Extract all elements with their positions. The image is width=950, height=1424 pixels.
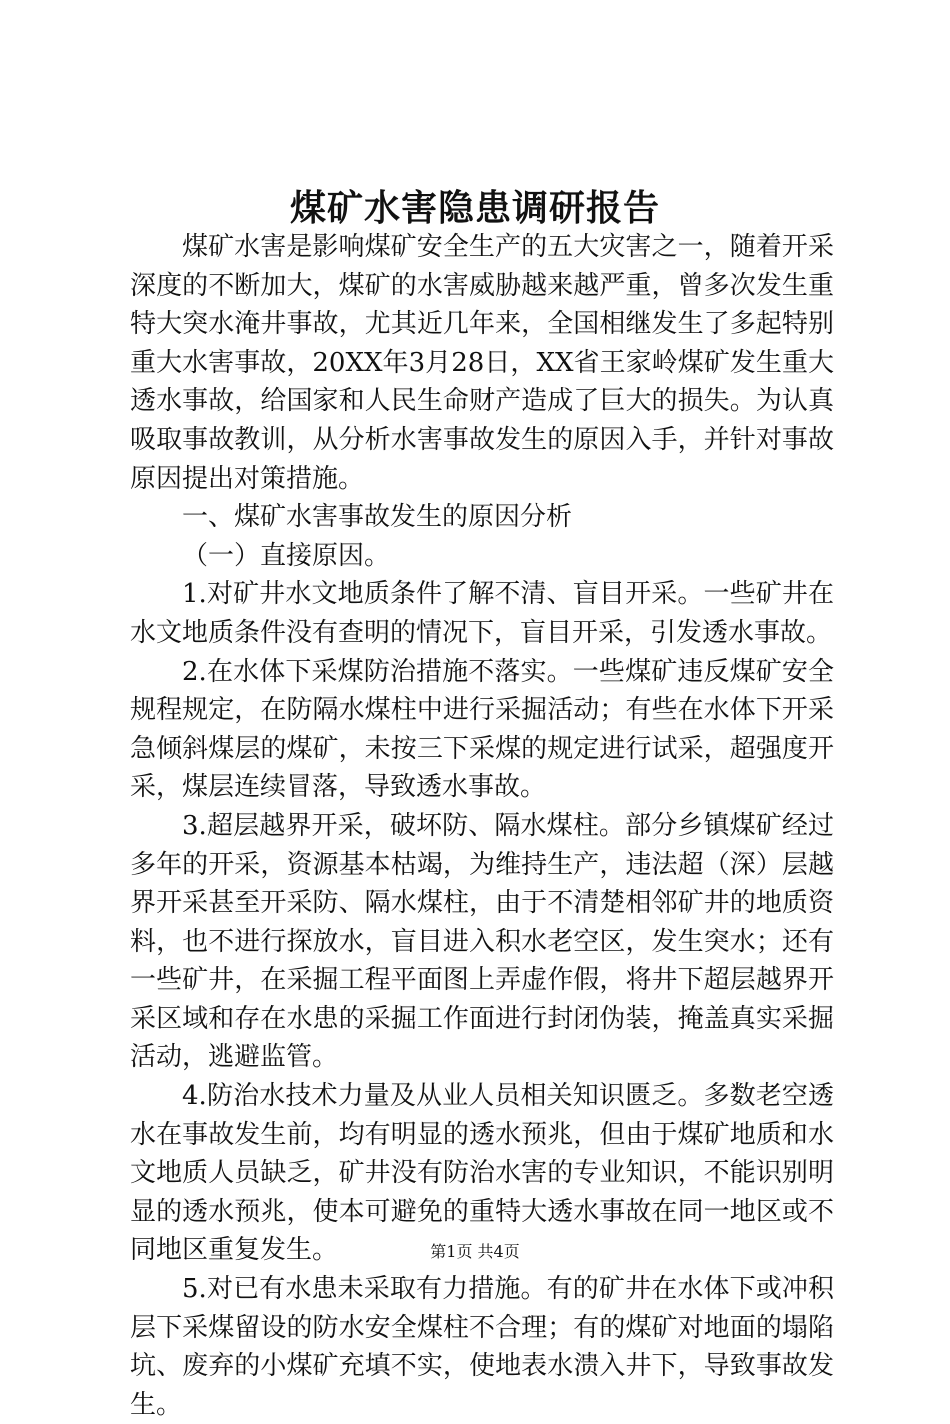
subsection-heading: （一）直接原因。 (182, 540, 391, 571)
paragraph-item-3: 3.超层越界开采，破坏防、隔水煤柱。部分乡镇煤矿经过多年的开采，资源基本枯竭，为维持生产，违法超（深）层越界开采甚至开采防、隔水煤柱，由于不清楚相邻矿井的地质资料，也不进行探放水，盲目进入积水老空区，发生突水；还有一些矿井，在采掘工程平面图上弄虚作假，将井下超层越界开采区域和存在水患的采掘工作面进行封闭伪装，掩盖真实采掘活动，逃避监管。 (130, 810, 834, 1073)
paragraph-item-4: 4.防治水技术力量及从业人员相关知识匮乏。多数老空透水在事故发生前，均有明显的透水预兆，但由于煤矿地质和水文地质人员缺乏，矿井没有防治水害的专业知识，不能识别明显的透水预兆，使本可避免的重特大透水事故在同一地区或不同地区重复发生。 (130, 1081, 834, 1266)
paragraph-intro: 煤矿水害是影响煤矿安全生产的五大灾害之一，随着开采深度的不断加大，煤矿的水害威胁越来越严重，曾多次发生重特大突水淹井事故，尤其近几年来，全国相继发生了多起特别重大水害事故，20XX年3月28日，XX省王家岭煤矿发生重大透水事故，给国家和人民生命财产造成了巨大的损失。为认真吸取事故教训，从分析水害事故发生的原因入手，并针对事故原因提出对策措施。 (130, 232, 834, 494)
section-heading: 一、煤矿水害事故发生的原因分析 (182, 502, 573, 533)
paragraph-item-2: 2.在水体下采煤防治措施不落实。一些煤矿违反煤矿安全规程规定，在防隔水煤柱中进行采掘活动；有些在水体下开采急倾斜煤层的煤矿，未按三下采煤的规定进行试采，超强度开采，煤层连续冒落，导致透水事故。 (130, 656, 834, 803)
paragraph-item-5: 5.对已有水患未采取有力措施。有的矿井在水体下或冲积层下采煤留设的防水安全煤柱不合理；有的煤矿对地面的塌陷坑、废弃的小煤矿充填不实，使地表水溃入井下，导致事故发生。 (130, 1274, 834, 1420)
document-title: 煤矿水害隐患调研报告 (289, 187, 660, 229)
paragraph-item-1: 1.对矿井水文地质条件了解不清、盲目开采。一些矿井在水文地质条件没有查明的情况下，盲目开采，引发透水事故。 (130, 579, 834, 648)
page-footer: 第1页 共4页 (430, 1242, 520, 1261)
